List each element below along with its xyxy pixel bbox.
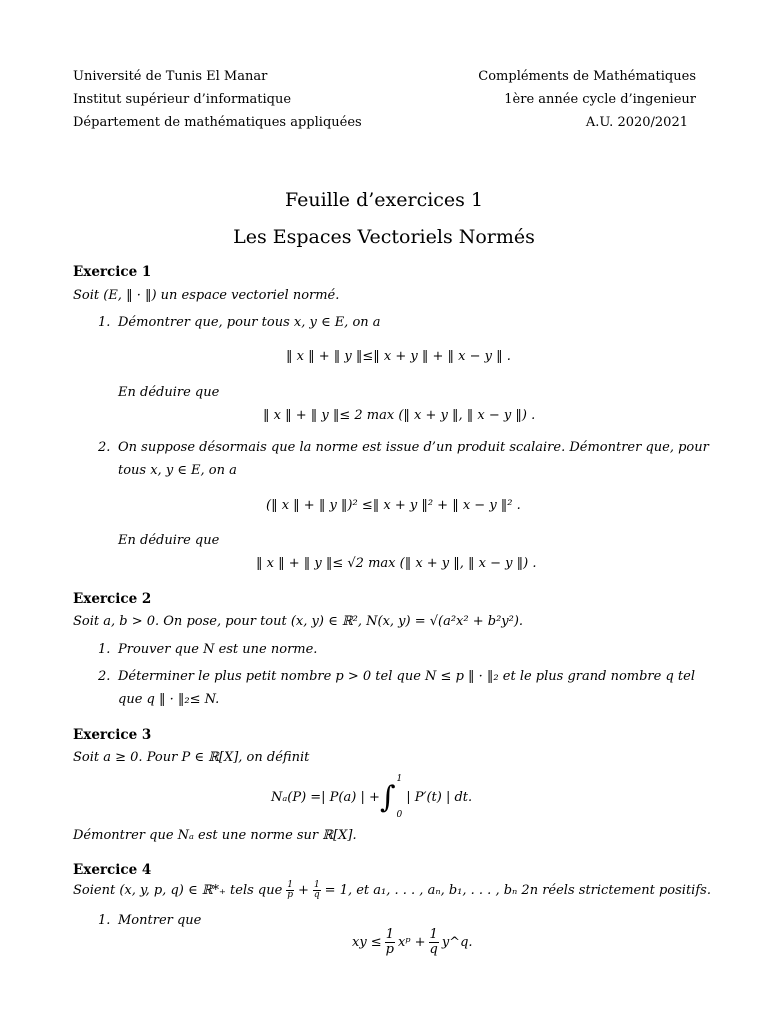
exercise-1-intro: Soit (E, ‖ · ‖) un espace vectoriel normé. — [73, 288, 340, 303]
academic-year: A.U. 2020/2021 — [585, 115, 688, 130]
integral-limits — [397, 774, 403, 820]
ex4-frac-1-over-q-display — [429, 928, 439, 956]
exercise-1-heading: Exercice 1 — [73, 264, 152, 280]
ex1-q2-formula: (‖ x ‖ + ‖ y ‖)² ≤‖ x + y ‖² + ‖ x − y ‖² . — [266, 498, 521, 513]
ex1-q2-deduce-formula: ‖ x ‖ + ‖ y ‖≤ √2 max (‖ x + y ‖, ‖ x − y ‖) . — [256, 556, 537, 571]
university-name: Université de Tunis El Manar — [73, 69, 268, 84]
integral-upper-limit: 1 — [396, 774, 403, 784]
ex1-q1-formula: ‖ x ‖ + ‖ y ‖≤‖ x + y ‖ + ‖ x − y ‖ . — [286, 349, 511, 364]
ex4-y-power-q: y^q. — [441, 934, 473, 950]
plus-sign: + — [298, 883, 309, 899]
exercise-3-heading: Exercice 3 — [73, 727, 152, 743]
ex2-q1-text: Prouver que N est une norme. — [118, 642, 318, 657]
frac-numerator: 1 — [287, 880, 294, 890]
ex3-formula — [271, 772, 472, 822]
year-level: 1ère année cycle d’ingenieur — [504, 92, 696, 107]
ex1-q2-line1: On suppose désormais que la norme est issue d’un produit scalaire. Démontrer que, pour — [118, 440, 709, 455]
exercise-3-conclusion: Démontrer que Nₐ est une norme sur ℝ[X]. — [73, 828, 357, 843]
ex2-q1-number: 1. — [98, 642, 111, 657]
ex1-q1-deduce-formula: ‖ x ‖ + ‖ y ‖≤ 2 max (‖ x + y ‖, ‖ x − y ‖) . — [263, 408, 536, 423]
institute-name: Institut supérieur d’informatique — [73, 92, 292, 107]
exercise-4-intro — [73, 881, 711, 901]
frac-numerator: 1 — [429, 927, 438, 942]
frac-denominator-p: p — [287, 890, 294, 901]
frac-numerator: 1 — [385, 927, 394, 942]
frac-numerator: 1 — [313, 880, 320, 890]
frac-denominator-p: p — [385, 941, 394, 957]
sheet-subtitle: Les Espaces Vectoriels Normés — [233, 226, 535, 248]
ex4-intro-end: = 1, et a₁, . . . , aₙ, b₁, . . . , bₙ 2n réels strictement positifs. — [324, 883, 711, 899]
ex1-deduce-1: En déduire que — [118, 385, 220, 400]
ex4-intro-start: Soient (x, y, p, q) ∈ ℝ*₊ tels que — [73, 883, 283, 899]
ex4-x-power-p: xᵖ + — [397, 934, 426, 950]
exercise-2-intro: Soit a, b > 0. On pose, pour tout (x, y) ∈ ℝ², N(x, y) = √(a²x² + b²y²). — [73, 614, 524, 629]
ex2-q2-number: 2. — [98, 669, 111, 684]
exercise-4-heading: Exercice 4 — [73, 862, 152, 878]
ex3-formula-right: | P′(t) | dt. — [406, 789, 473, 805]
ex4-frac-1-over-q — [313, 881, 321, 901]
ex4-q1-text: Montrer que — [118, 913, 202, 928]
integral-lower-limit: 0 — [396, 810, 403, 820]
integral-sign: ∫ — [379, 779, 396, 815]
ex4-q1-number: 1. — [98, 913, 111, 928]
ex4-frac-1-over-p — [286, 881, 294, 901]
ex1-q2-number: 2. — [98, 440, 111, 455]
course-name: Compléments de Mathématiques — [478, 69, 696, 84]
frac-denominator-q: q — [313, 890, 320, 901]
ex1-q1-text: Démontrer que, pour tous x, y ∈ E, on a — [118, 315, 381, 330]
ex4-frac-1-over-p-display — [385, 928, 395, 956]
department-name: Département de mathématiques appliquées — [73, 115, 362, 130]
exercise-2-heading: Exercice 2 — [73, 591, 152, 607]
ex2-q2-line2: que q ‖ · ‖₂≤ N. — [118, 692, 220, 707]
sheet-title: Feuille d’exercices 1 — [284, 189, 484, 211]
ex1-deduce-2: En déduire que — [118, 533, 220, 548]
ex4-lhs: xy ≤ — [352, 934, 382, 950]
ex1-q2-line2: tous x, y ∈ E, on a — [118, 463, 237, 478]
ex1-q1-number: 1. — [98, 315, 111, 330]
ex3-formula-left: Nₐ(P) =| P(a) | + — [271, 789, 380, 805]
frac-denominator-q: q — [429, 941, 438, 957]
exercise-3-intro: Soit a ≥ 0. Pour P ∈ ℝ[X], on définit — [73, 750, 310, 765]
ex4-young-inequality — [352, 928, 473, 956]
ex2-q2-line1: Déterminer le plus petit nombre p > 0 tel que N ≤ p ‖ · ‖₂ et le plus grand nombre q tel — [118, 669, 695, 684]
